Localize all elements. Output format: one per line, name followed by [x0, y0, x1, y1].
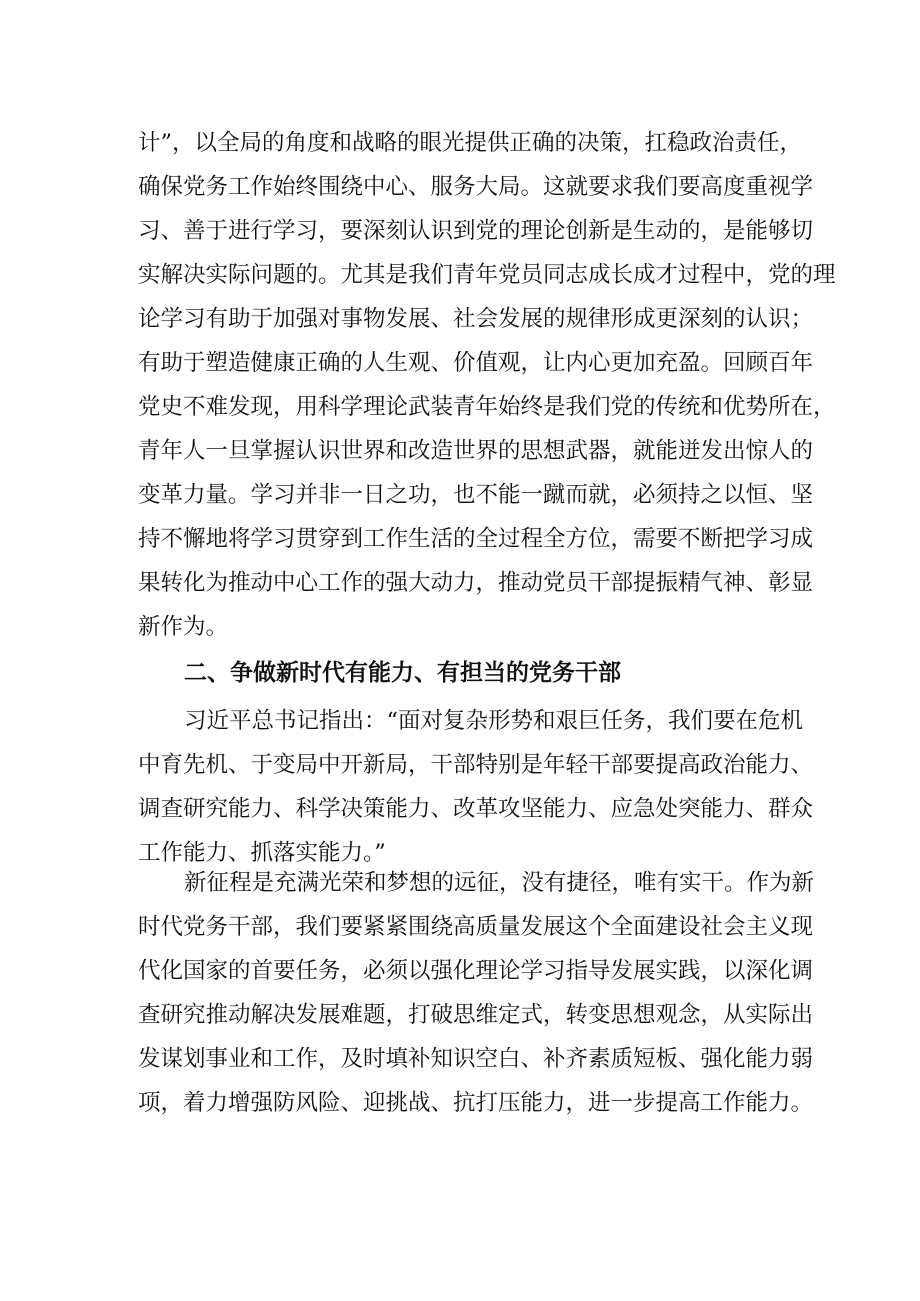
- paragraph-line: 代化国家的首要任务，必须以强化理论学习指导发展实践，以深化调: [138, 958, 814, 984]
- paragraph-line: 实解决实际问题的。尤其是我们青年党员同志成长成才过程中，党的理: [138, 262, 836, 288]
- paragraph-line: 项，着力增强防风险、迎挑战、抗打压能力，进一步提高工作能力。: [138, 1090, 814, 1116]
- paragraph-line: 果转化为推动中心工作的强大动力，推动党员干部提振精气神、彰显: [138, 570, 814, 596]
- paragraph-line: 有助于塑造健康正确的人生观、价值观，让内心更加充盈。回顾百年: [138, 350, 814, 376]
- paragraph-line: 调查研究能力、科学决策能力、改革攻坚能力、应急处突能力、群众: [138, 796, 814, 822]
- paragraph-line: 新作为。: [138, 614, 229, 640]
- paragraph-line: 新征程是充满光荣和梦想的远征，没有捷径，唯有实干。作为新: [184, 870, 815, 896]
- paragraph-line: 中育先机、于变局中开新局，干部特别是年轻干部要提高政治能力、: [138, 752, 814, 778]
- paragraph-line: 习、善于进行学习，要深刻认识到党的理论创新是生动的，是能够切: [138, 218, 814, 244]
- paragraph-line: 变革力量。学习并非一日之功，也不能一蹴而就，必须持之以恒、坚: [138, 482, 814, 508]
- paragraph-line: 计”，以全局的角度和战略的眼光提供正确的决策，扛稳政治责任，: [138, 130, 803, 156]
- paragraph-line: 查研究推动解决发展难题，打破思维定式，转变思想观念，从实际出: [138, 1002, 814, 1028]
- paragraph-line: 工作能力、抓落实能力。”: [138, 840, 386, 866]
- paragraph-line: 青年人一旦掌握认识世界和改造世界的思想武器，就能迸发出惊人的: [138, 438, 814, 464]
- paragraph-line: 党史不难发现，用科学理论武装青年始终是我们党的传统和优势所在，: [138, 394, 836, 420]
- paragraph-line: 持不懈地将学习贯穿到工作生活的全过程全方位，需要不断把学习成: [138, 526, 814, 552]
- section-heading: 二、争做新时代有能力、有担当的党务干部: [184, 660, 621, 686]
- paragraph-line: 确保党务工作始终围绕中心、服务大局。这就要求我们要高度重视学: [138, 174, 814, 200]
- paragraph-line: 习近平总书记指出：“面对复杂形势和艰巨任务，我们要在危机: [184, 708, 804, 734]
- paragraph-line: 时代党务干部，我们要紧紧围绕高质量发展这个全面建设社会主义现: [138, 914, 814, 940]
- paragraph-line: 发谋划事业和工作，及时填补知识空白、补齐素质短板、强化能力弱: [138, 1046, 814, 1072]
- paragraph-line: 论学习有助于加强对事物发展、社会发展的规律形成更深刻的认识；: [138, 306, 814, 332]
